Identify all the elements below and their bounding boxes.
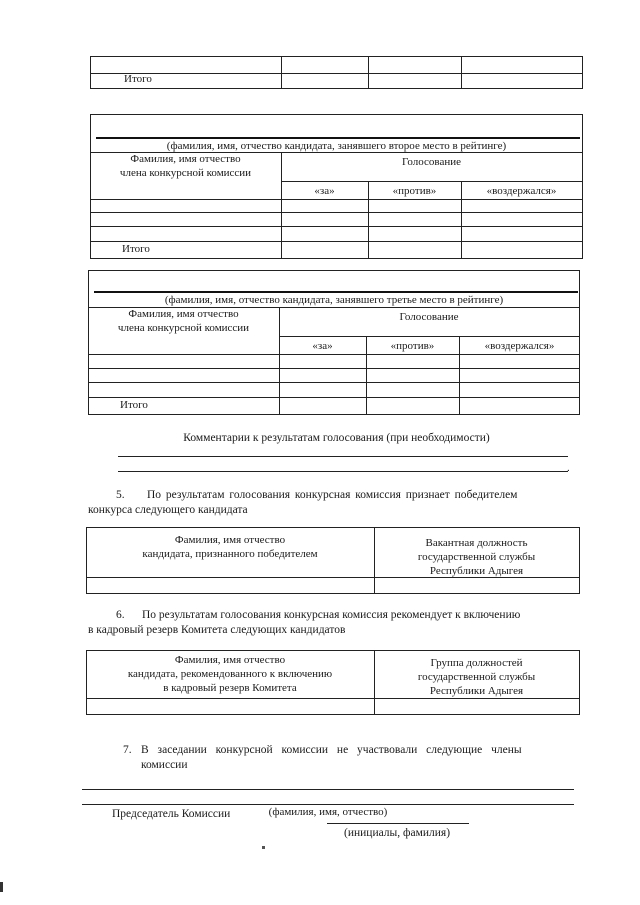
section-number: 7. [123,744,132,756]
reserve-right-header-3: Республики Адыгея [429,685,524,697]
col-for: «за» [312,340,333,352]
member-header-line1: Фамилия, имя отчество [128,308,239,320]
member-header-line2: члена конкурсной комиссии [119,167,252,179]
signature-caption: (инициалы, фамилия) [344,827,451,839]
reserve-left-header-1: Фамилия, имя отчество [174,654,286,666]
winner-right-header-2: государственной службы [417,551,536,563]
section-text-line2: комиссии [141,759,188,771]
total-label: Итого [124,73,152,85]
total-label: Итого [122,243,150,255]
member-header-line2: члена конкурсной комиссии [117,322,250,334]
voting-header: Голосование [402,156,461,168]
scan-speck [262,846,265,849]
reserve-right-header-2: государственной службы [417,671,536,683]
total-label: Итого [120,399,148,411]
col-against: «против» [392,185,437,197]
winner-right-header-3: Республики Адыгея [429,565,524,577]
comment-line [118,471,568,472]
voting-header: Голосование [399,311,459,323]
section-number: 5. [116,489,125,501]
section-text-line1: По результатам голосования конкурсная комиссия рекомендует к включению [142,609,521,621]
section-text-line2: в кадровый резерв Комитета следующих кандидатов [88,624,346,636]
col-against: «против» [390,340,435,352]
col-abstain: «воздержался» [486,185,557,197]
section-text-line2: конкурса следующего кандидата [88,504,248,516]
winner-right-header-1: Вакантная должность [425,537,528,549]
col-for: «за» [314,185,335,197]
section-text-line1: В заседании конкурсной комиссии не участвовали следующие члены [141,744,522,756]
member-header-line1: Фамилия, имя отчество [130,153,241,165]
section-text-line1: По результатам голосования конкурсная комиссия признает победителем [147,489,518,501]
absent-members-caption: (фамилия, имя, отчество) [268,806,388,818]
comment-end-mark: . [567,462,570,474]
reserve-left-header-2: кандидата, рекомендованного к включению [127,668,333,680]
reserve-right-header-1: Группа должностей [430,657,523,669]
third-candidate-caption: (фамилия, имя, отчество кандидата, занявшего третье место в рейтинге) [164,294,504,306]
winner-left-header-2: кандидата, признанного победителем [142,548,318,560]
comments-title: Комментарии к результатам голосования (при необходимости) [183,432,490,444]
comment-line [118,456,568,457]
chairman-label: Председатель Комиссии [112,808,231,820]
section-number: 6. [116,609,125,621]
reserve-left-header-3: в кадровый резерв Комитета [163,682,297,694]
signature-line [327,823,469,824]
scan-edge-mark [0,882,3,892]
winner-left-header-1: Фамилия, имя отчество [174,534,286,546]
col-abstain: «воздержался» [484,340,555,352]
second-candidate-caption: (фамилия, имя, отчество кандидата, занявшего второе место в рейтинге) [166,140,507,152]
